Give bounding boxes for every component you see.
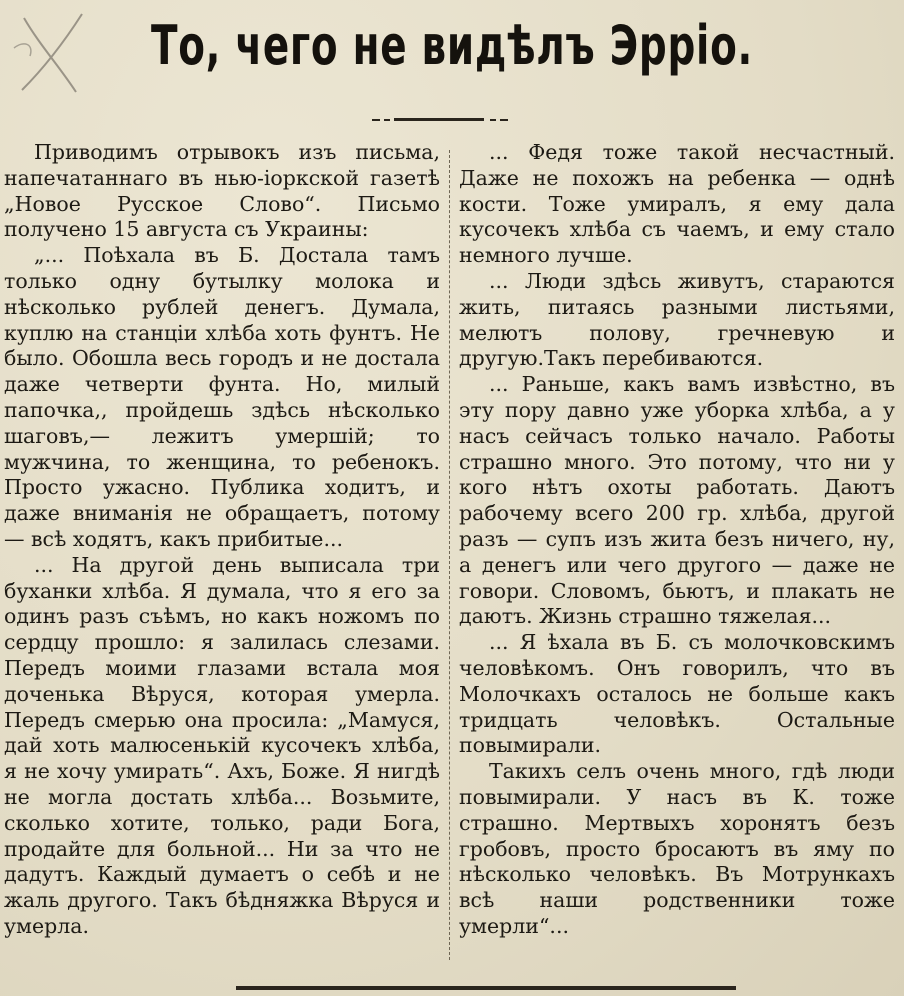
bottom-rule — [236, 986, 736, 990]
article-headline: То, чего не видѣлъ Эррiо. — [150, 14, 754, 77]
letter-paragraph: Такихъ селъ очень много, гдѣ люди повымирали. У насъ въ К. тоже страшно. Мертвыхъ хоронятъ безъ гробовъ, просто бросаютъ въ яму по нѣсколько человѣкъ. Въ Мотрункахъ всѣ наши родственники тоже умерли“... — [459, 759, 895, 938]
column-divider — [449, 150, 451, 960]
letter-paragraph: ... Раньше, какъ вамъ извѣстно, въ эту пору давно уже уборка хлѣба, а у насъ сейчасъ только начало. Работы страшно много. Это потому, что ни у кого нѣтъ охоты работать. Даютъ рабочему всего 200 гр. хлѣба, другой разъ — супъ изъ жита безъ ничего, ну, а денегъ или чего другого — даже не говори. Словомъ, бьютъ, и плакать не даютъ. Жизнь страшно тяжелая... — [459, 372, 895, 629]
pencil-mark — [4, 4, 134, 104]
letter-paragraph: „... Поѣхала въ Б. Достала тамъ только одну бутылку молока и нѣсколько рублей денегъ. Думала, куплю на станцiи хлѣба хоть фунтъ. Не было. Обошла весь городъ и не достала даже четверти фунта. Но, милый папочка,, пройдешь здѣсь нѣсколько шаговъ,— лежитъ умершiй; то мужчина, то женщина, то ребенокъ. Просто ужасно. Публика ходитъ, и даже вниманiя не обращаетъ, потому — всѣ ходятъ, какъ прибитые... — [4, 243, 440, 551]
right-column — [459, 140, 895, 940]
title-ornament — [372, 117, 518, 123]
letter-paragraph: ... Люди здѣсь живутъ, стараются жить, питаясь разными листьями, мелютъ полову, гречневую и другую.Такъ перебиваются. — [459, 268, 895, 371]
letter-paragraph: ... На другой день выписала три буханки хлѣба. Я думала, что я его за одинъ разъ съѣмъ, но какъ ножомъ по сердцу прошло: я залилась слезами. Передъ моими глазами встала моя доченька Вѣруся, которая умерла. Передъ смерью она просила: „Мамуся, дай хоть малюсенькiй кусочекъ хлѣба, я не хочу умирать“. Ахъ, Боже. Я нигдѣ не могла достать хлѣба... Возьмите, сколько хотите, только, ради Бога, продайте для больной... Ни за что не дадутъ. Каждый думаетъ о себѣ и не жаль другого. Такъ бѣдняжка Вѣруся и умерла. — [4, 552, 440, 938]
left-column — [4, 140, 440, 940]
letter-paragraph: ... Я ѣхала въ Б. съ молочковскимъ человѣкомъ. Онъ говорилъ, что въ Молочкахъ осталось не больше какъ тридцать человѣкъ. Остальные повымирали. — [459, 630, 895, 758]
intro-paragraph: Приводимъ отрывокъ изъ письма, напечатаннаго въ нью-iоркской газетѣ „Новое Русское Слово“. Письмо получено 15 августа съ Украины: — [4, 140, 440, 242]
letter-paragraph: ... Федя тоже такой несчастный. Даже не похожъ на ребенка — однѣ кости. Тоже умиралъ, я ему дала кусочекъ хлѣба съ чаемъ, и ему стало немного лучше. — [459, 140, 895, 268]
